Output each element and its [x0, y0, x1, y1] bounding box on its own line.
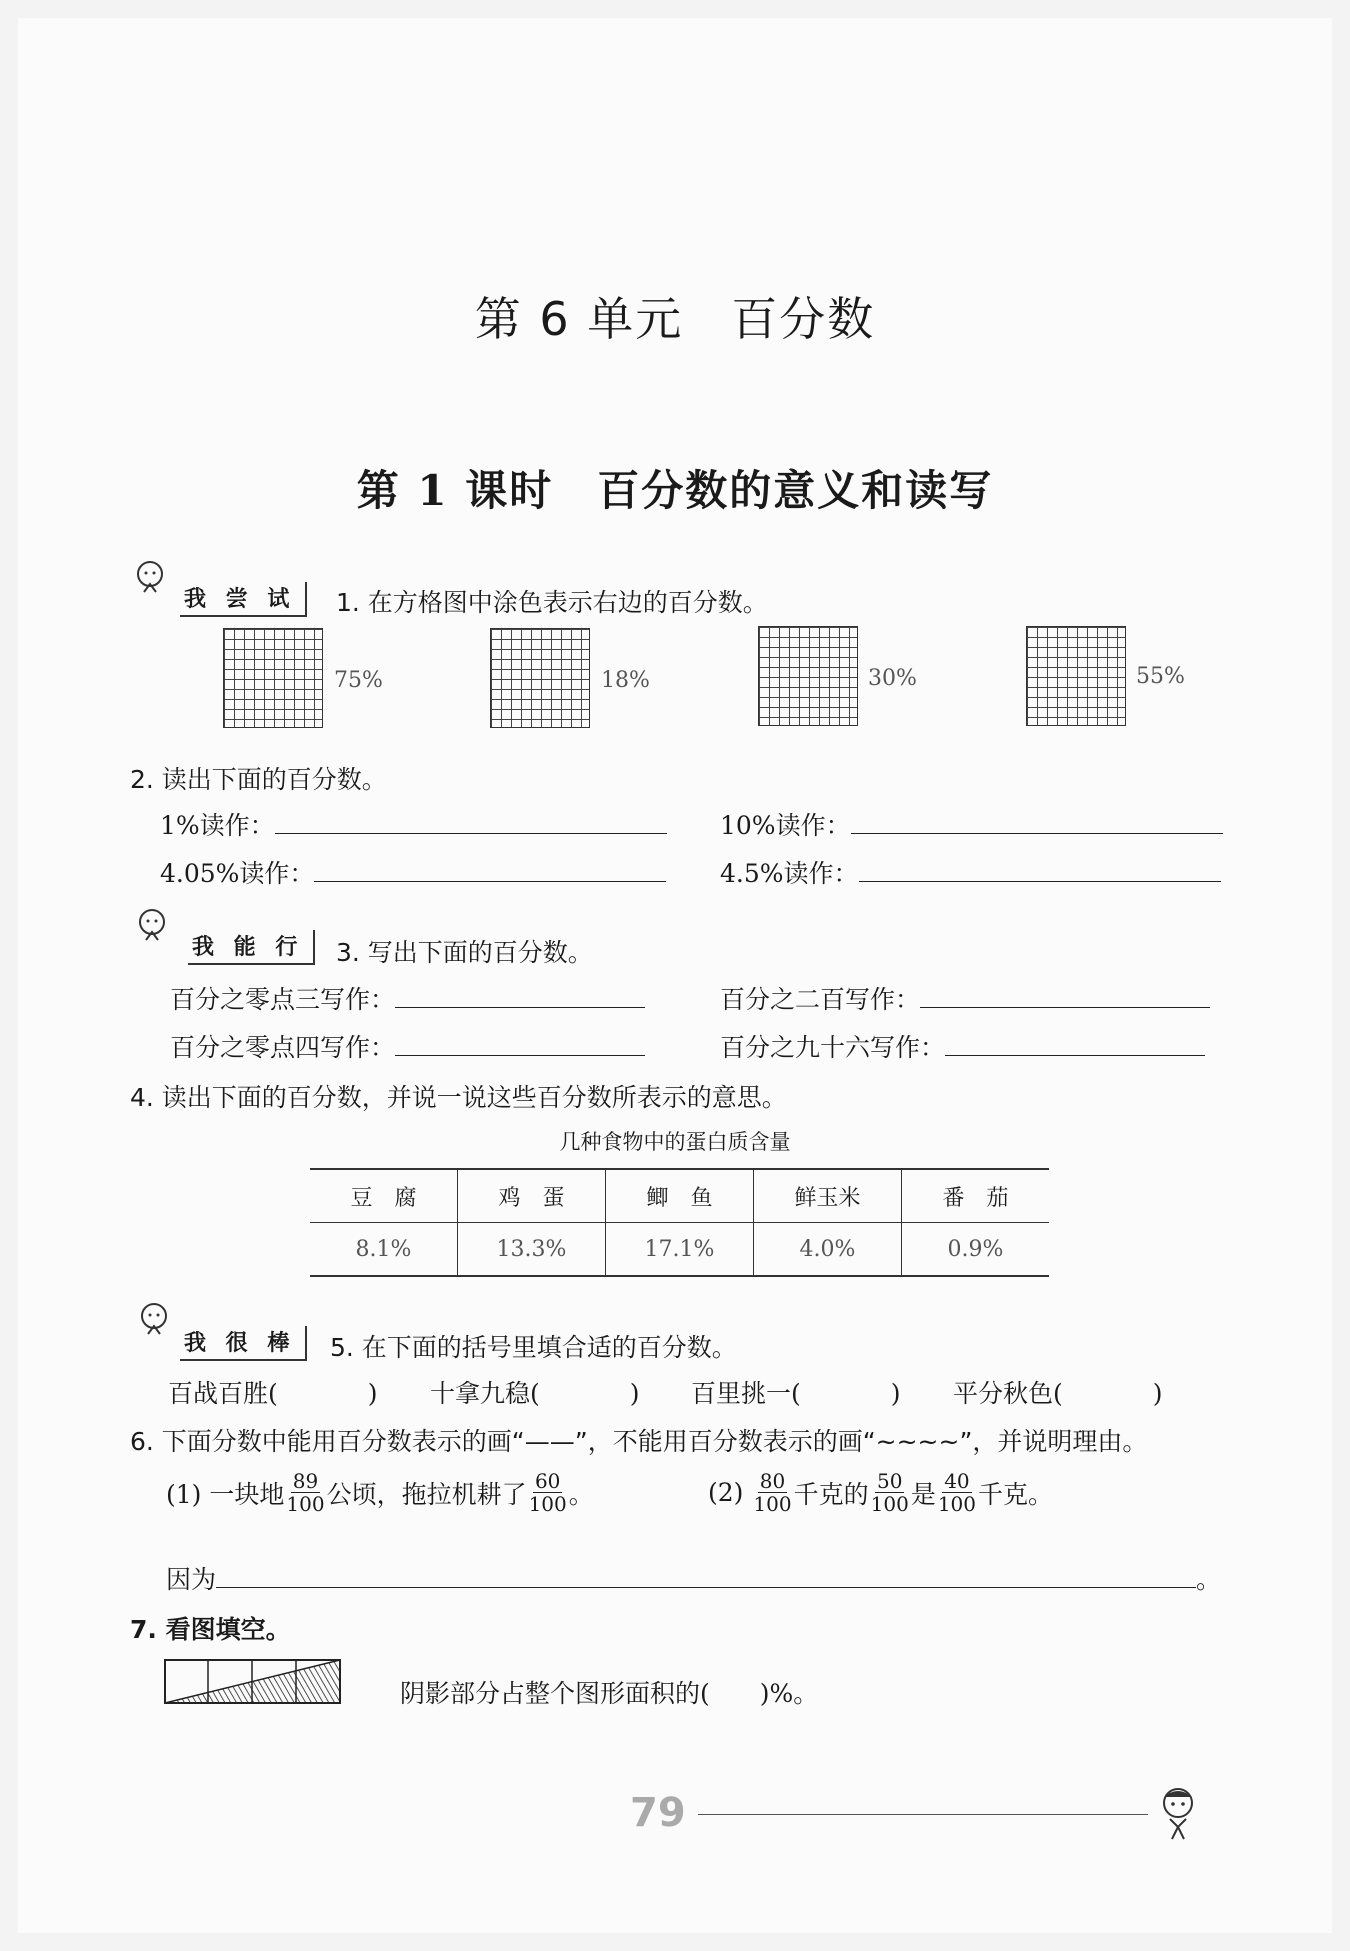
q2-answer-line-2[interactable]: [851, 832, 1223, 834]
q3-item-4: 百分之九十六写作：: [720, 1033, 946, 1062]
fraction-numerator: 60: [534, 1469, 561, 1493]
table-header: 鲜玉米: [754, 1169, 902, 1223]
q7-fill-text: 阴影部分占整个图形面积的( )%。: [400, 1679, 819, 1708]
q6-p1-text-b: 公顷，拖拉机耕了: [326, 1479, 527, 1509]
q6-part-2: [708, 1470, 1053, 1515]
q2-item-3: 4.05%读作：: [160, 859, 315, 888]
grid-3[interactable]: [758, 626, 858, 726]
fraction-numerator: 40: [944, 1469, 970, 1493]
q5-item-4: 平分秋色(: [953, 1379, 1063, 1408]
q2-text: 2. 读出下面的百分数。: [130, 765, 387, 794]
fraction[interactable]: [753, 1470, 791, 1515]
q5-item-2: 十拿九稳(: [430, 1379, 540, 1408]
table-cell: 0.9%: [902, 1223, 1050, 1277]
boy-mascot-icon: [1148, 1783, 1218, 1843]
section-badge-great: 我 很 棒: [180, 1326, 307, 1361]
q5-item-1: 百战百胜(: [168, 1379, 278, 1408]
q3-answer-line-3[interactable]: [395, 1054, 645, 1056]
table-header: 豆 腐: [310, 1169, 458, 1223]
table-cell: 4.0%: [754, 1223, 902, 1277]
q5-close-paren: ): [1152, 1379, 1163, 1408]
q3-text: 3. 写出下面的百分数。: [336, 938, 593, 967]
q6-text: 6. 下面分数中能用百分数表示的画“——”，不能用百分数表示的画“~~~~”，并说明理由。: [130, 1427, 1148, 1456]
fraction-denominator: 100: [528, 1492, 567, 1516]
q2-answer-line-4[interactable]: [859, 880, 1221, 882]
q5-close-paren: ): [367, 1379, 378, 1408]
grid-1[interactable]: [223, 628, 323, 728]
fraction-denominator: 100: [286, 1492, 325, 1516]
q3-item-1: 百分之零点三写作：: [170, 985, 396, 1014]
fraction-denominator: 100: [937, 1492, 977, 1516]
fraction-denominator: 100: [753, 1492, 792, 1516]
because-answer-line[interactable]: [216, 1586, 1196, 1588]
q5-item-3: 百里挑一(: [691, 1379, 801, 1408]
q6-part-1: [166, 1470, 594, 1515]
q3-item-3: 百分之零点四写作：: [170, 1033, 396, 1062]
q2-answer-line-1[interactable]: [275, 832, 667, 834]
shaded-figure: [164, 1658, 342, 1706]
girl-mascot-icon: [130, 906, 174, 950]
because-end: 。: [1196, 1565, 1222, 1594]
table-row: [310, 1223, 1049, 1277]
girl-mascot-icon: [132, 1300, 176, 1344]
fraction[interactable]: [286, 1470, 324, 1515]
table-header: 番 茄: [902, 1169, 1050, 1223]
q2-item-4: 4.5%读作：: [720, 859, 859, 888]
q3-item-2: 百分之二百写作：: [720, 985, 921, 1014]
table-title: 几种食物中的蛋白质含量: [559, 1130, 791, 1154]
section-badge-try: 我 尝 试: [180, 582, 307, 617]
q5-close-paren: ): [629, 1379, 640, 1408]
q3-answer-line-4[interactable]: [945, 1054, 1205, 1056]
fraction[interactable]: [938, 1470, 976, 1515]
fraction[interactable]: [871, 1470, 909, 1515]
worksheet-page: [18, 18, 1332, 1933]
girl-mascot-icon: [128, 558, 172, 602]
q2-item-1: 1%读作：: [160, 811, 275, 840]
q7-text: 7. 看图填空。: [130, 1615, 291, 1644]
grid-1-percent: 75%: [334, 668, 383, 693]
q6-p1-text-c: 。: [568, 1479, 594, 1509]
q6-p1-text-a: (1) 一块地: [166, 1479, 285, 1509]
q6-p2-text-d: 千克。: [978, 1479, 1054, 1509]
q3-answer-line-1[interactable]: [395, 1006, 645, 1008]
lesson-title: 第 1 课时 百分数的意义和读写: [356, 466, 994, 515]
table-cell: 17.1%: [606, 1223, 754, 1277]
table-header: 鲫 鱼: [606, 1169, 754, 1223]
fraction[interactable]: [529, 1470, 567, 1515]
protein-table: [310, 1168, 1049, 1277]
q4-text: 4. 读出下面的百分数，并说一说这些百分数所表示的意思。: [130, 1083, 787, 1112]
fraction-numerator: 50: [876, 1469, 903, 1493]
section-badge-can: 我 能 行: [188, 930, 315, 965]
q1-text: 1. 在方格图中涂色表示右边的百分数。: [336, 588, 768, 617]
because-label: 因为: [166, 1565, 217, 1594]
grid-3-percent: 30%: [868, 666, 917, 691]
table-header-row: [310, 1169, 1049, 1223]
grid-2[interactable]: [490, 628, 590, 728]
q5-text: 5. 在下面的括号里填合适的百分数。: [330, 1333, 737, 1362]
q2-item-2: 10%读作：: [720, 811, 851, 840]
footer-rule: [698, 1814, 1148, 1815]
q6-p2-text-b: 千克的: [793, 1479, 869, 1509]
fraction-numerator: 80: [759, 1469, 786, 1493]
table-header: 鸡 蛋: [458, 1169, 606, 1223]
grid-4-percent: 55%: [1136, 664, 1185, 689]
unit-title: 第 6 单元 百分数: [474, 292, 876, 346]
grid-2-percent: 18%: [601, 668, 650, 693]
page-number: 79: [630, 1790, 686, 1836]
table-cell: 8.1%: [310, 1223, 458, 1277]
q3-answer-line-2[interactable]: [920, 1006, 1210, 1008]
fraction-denominator: 100: [870, 1492, 909, 1516]
table-cell: 13.3%: [458, 1223, 606, 1277]
q6-p2-text-a: (2): [708, 1478, 744, 1507]
grid-4[interactable]: [1026, 626, 1126, 726]
q5-close-paren: ): [890, 1379, 901, 1408]
q2-answer-line-3[interactable]: [314, 880, 666, 882]
fraction-numerator: 89: [292, 1469, 319, 1493]
q6-p2-text-c: 是: [910, 1479, 936, 1509]
